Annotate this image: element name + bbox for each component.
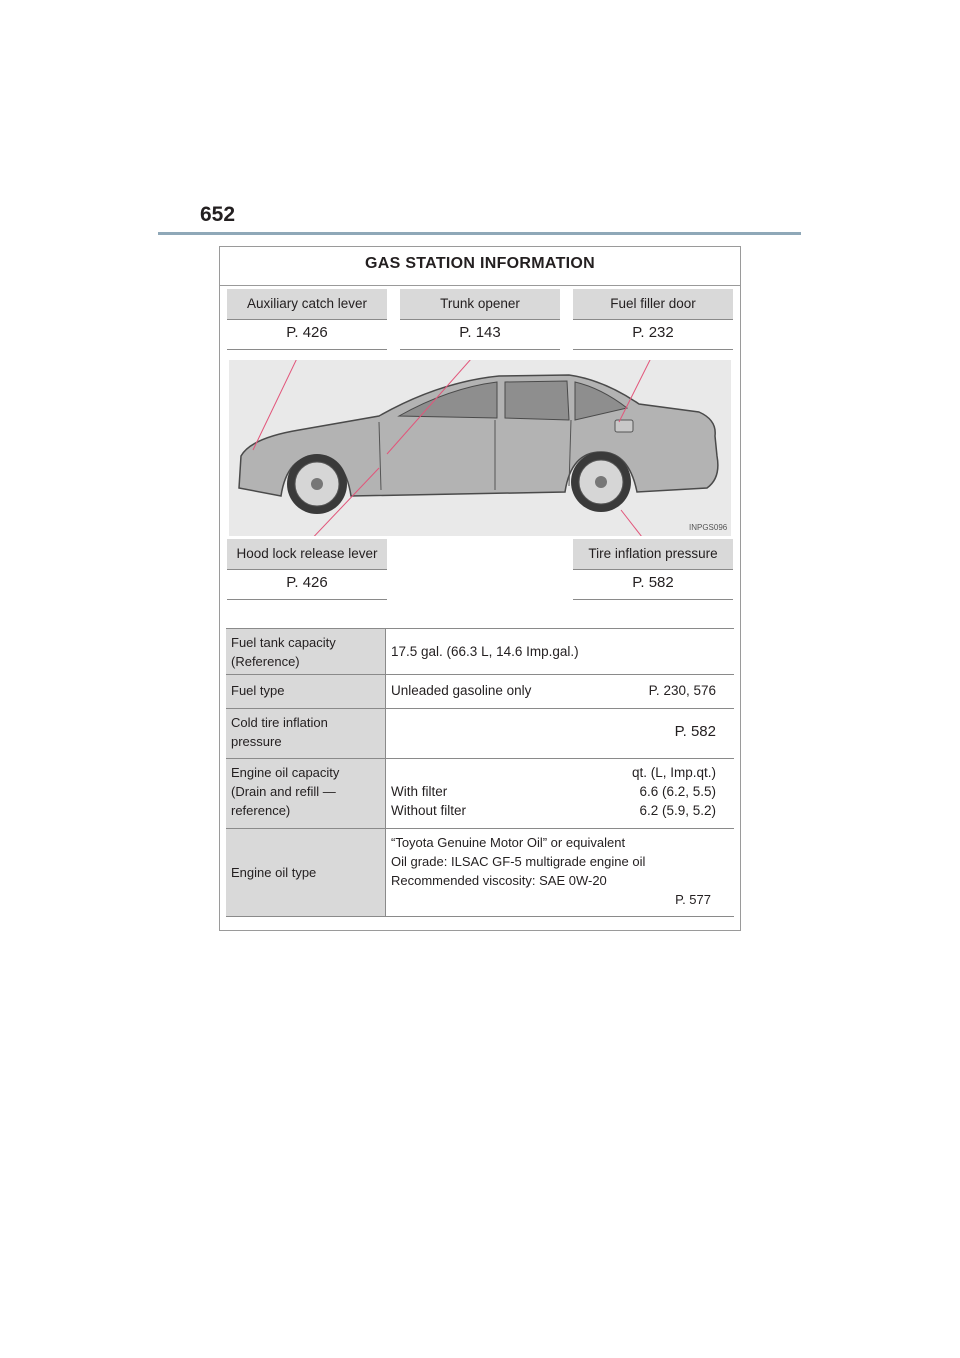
callout-page-ref[interactable]: P. 232	[573, 320, 733, 350]
spec-label-line: (Reference)	[231, 654, 300, 669]
callout-page-ref[interactable]: P. 143	[400, 320, 560, 350]
spec-table	[226, 628, 734, 917]
spec-value	[386, 829, 734, 916]
without-filter-label: Without filter	[391, 803, 467, 818]
with-filter-value: 6.6 (6.2, 5.5)	[639, 784, 716, 799]
spec-label	[226, 709, 386, 758]
car-illustration	[229, 360, 731, 536]
spec-row-tire-pressure	[226, 709, 734, 759]
callout-label: Auxiliary catch lever	[227, 289, 387, 320]
spec-label-line: Engine oil capacity	[231, 765, 340, 780]
spec-label-line: reference)	[231, 803, 291, 818]
spec-label: Fuel type	[226, 675, 386, 708]
callout-label: Hood lock release lever	[227, 539, 387, 570]
callout-trunk-opener	[400, 289, 560, 350]
figure-code: INPGS096	[689, 523, 728, 532]
spec-row-fuel-tank	[226, 629, 734, 675]
oil-capacity-unit: qt. (L, Imp.qt.)	[631, 765, 716, 780]
spec-label-line: Cold tire inflation	[231, 715, 328, 730]
spec-value: 17.5 gal. (66.3 L, 14.6 Imp.gal.)	[391, 644, 579, 659]
fuel-type-value: Unleaded gasoline only	[391, 683, 532, 698]
oil-type-line: Oil grade: ILSAC GF-5 multigrade engine oil	[391, 854, 646, 869]
car-side-view	[229, 360, 731, 536]
callout-auxiliary-catch-lever	[227, 289, 387, 350]
spec-row-oil-type	[226, 829, 734, 917]
callout-fuel-filler-door	[573, 289, 733, 350]
with-filter-label: With filter	[391, 784, 448, 799]
spec-value	[386, 759, 734, 828]
spec-label-line: Fuel tank capacity	[231, 635, 336, 650]
callout-hood-lock-release-lever	[227, 539, 387, 600]
callout-label: Tire inflation pressure	[573, 539, 733, 570]
oil-type-line: “Toyota Genuine Motor Oil” or equivalent	[391, 835, 626, 850]
spec-label	[226, 759, 386, 828]
callout-page-ref[interactable]: P. 426	[227, 320, 387, 350]
spec-value	[386, 675, 734, 708]
page-number: 652	[200, 203, 236, 226]
oil-type-line: Recommended viscosity: SAE 0W-20	[391, 873, 607, 888]
oil-without-filter	[391, 801, 729, 820]
spec-label: Engine oil type	[226, 829, 386, 916]
spec-row-oil-capacity	[226, 759, 734, 829]
without-filter-value: 6.2 (5.9, 5.2)	[639, 803, 716, 818]
callout-tire-inflation-pressure	[573, 539, 733, 600]
oil-with-filter	[391, 782, 729, 801]
spec-label-line: (Drain and refill —	[231, 784, 336, 799]
oil-type-page-ref[interactable]: P. 577	[675, 892, 711, 907]
frame-title: GAS STATION INFORMATION	[365, 255, 595, 272]
callout-label: Trunk opener	[400, 289, 560, 320]
header-rule	[158, 232, 801, 235]
callout-page-ref[interactable]: P. 426	[227, 570, 387, 600]
frame-title-area	[220, 247, 740, 286]
spec-label-line: pressure	[231, 734, 282, 749]
callout-label: Fuel filler door	[573, 289, 733, 320]
fuel-type-page-ref[interactable]: P. 230, 576	[648, 683, 716, 698]
callout-page-ref[interactable]: P. 582	[573, 570, 733, 600]
tire-pressure-page-ref[interactable]: P. 582	[674, 723, 716, 740]
spec-row-fuel-type	[226, 675, 734, 709]
spec-label	[226, 629, 386, 674]
